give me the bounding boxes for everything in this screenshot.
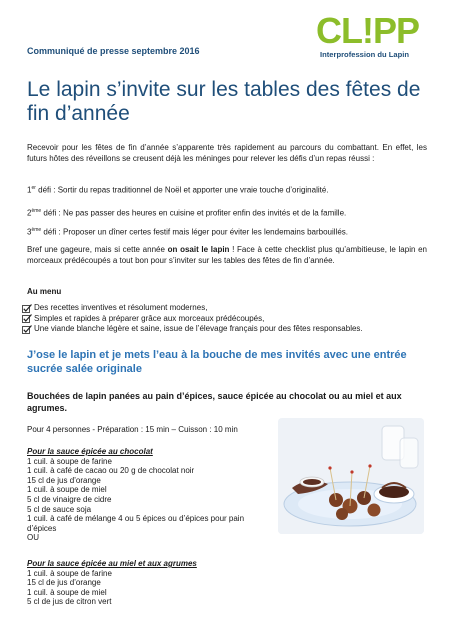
sauce-chocolate-ingredients [27,447,275,543]
recipe-photo [278,418,424,534]
recipe-servings: Pour 4 personnes - Préparation : 15 min – Cuisson : 10 min [27,425,238,434]
ingredient-line: OU [27,533,39,543]
logo-mark: CL!PP [316,10,419,51]
press-release-date: Communiqué de presse septembre 2016 [27,46,200,56]
challenge-paragraph: Bref une gageure, mais si cette année on osait le lapin ! Face à cette checklist plus qu’ambitieuse, le lapin en morceaux prédécoupés a tout bon pour s’inviter sur les tables des fêtes de fin d’année. [27,245,428,265]
sauce-heading: Pour la sauce épicée au chocolat [27,447,153,456]
ingredient-line: 1 cuil. à soupe de farine [27,568,112,578]
menu-heading: Au menu [27,287,62,296]
food-illustration [278,418,424,534]
ingredient-line: 1 cuil. à café de mélange 4 ou 5 épices ou d’épices pour pain d’épices [27,514,245,533]
ingredient-line: 5 cl de jus de citron vert [27,597,112,607]
challenge-highlight: on osait le lapin [167,245,230,254]
ingredient-line: 15 cl de jus d’orange [27,578,101,588]
sauce-honey-ingredients [27,559,275,607]
ingredient-line: 5 cl de sauce soja [27,504,92,514]
clipp-logo [316,12,436,59]
ingredient-line: 1 cuil. à soupe de farine [27,456,112,466]
checkbox-checked-icon [22,314,32,323]
intro-paragraph: Recevoir pour les fêtes de fin d’année s’apparente très rapidement au parcours du combattant. En effet, les futurs hôtes des réveillons se creusent déjà les méninges pour relever les défis d’un repas réussi : [27,143,427,163]
ingredient-line: 15 cl de jus d’orange [27,475,101,485]
section-title: J’ose le lapin et je mets l’eau à la bouche de mes invités avec une entrée sucrée salée originale [27,349,407,375]
checkbox-checked-icon [22,304,32,313]
page-title: Le lapin s’invite sur les tables des fêtes de fin d’année [27,78,421,125]
ingredient-line: 5 cl de vinaigre de cidre [27,494,112,504]
list-item: Des recettes inventives et résolument modernes, [22,303,432,314]
defi-2: 2ème défi : Ne pas passer des heures en cuisine et profiter enfin des invités et de la famille. [27,208,347,218]
defi-3: 3ème défi : Proposer un dîner certes festif mais léger pour éviter les lendemains barbouillés. [27,227,349,237]
list-item: Simples et rapides à préparer grâce aux morceaux prédécoupés, [22,314,432,325]
menu-list [22,303,432,335]
ingredient-line: 1 cuil. à soupe de miel [27,587,107,597]
list-item: Une viande blanche légère et saine, issue de l’élevage français pour des fêtes responsables. [22,324,432,335]
logo-subtitle: Interprofession du Lapin [320,50,410,59]
checkbox-checked-icon [22,325,32,334]
defi-1: 1er défi : Sortir du repas traditionnel de Noël et apporter une vraie touche d’originalité. [27,185,329,195]
ingredient-line: 1 cuil. à café de cacao ou 20 g de chocolat noir [27,466,195,476]
ingredient-line: 1 cuil. à soupe de miel [27,485,107,495]
sauce-heading: Pour la sauce épicée au miel et aux agrumes [27,559,197,568]
recipe-title: Bouchées de lapin panées au pain d’épices, sauce épicée au chocolat ou au miel et aux agrumes. [27,391,402,413]
